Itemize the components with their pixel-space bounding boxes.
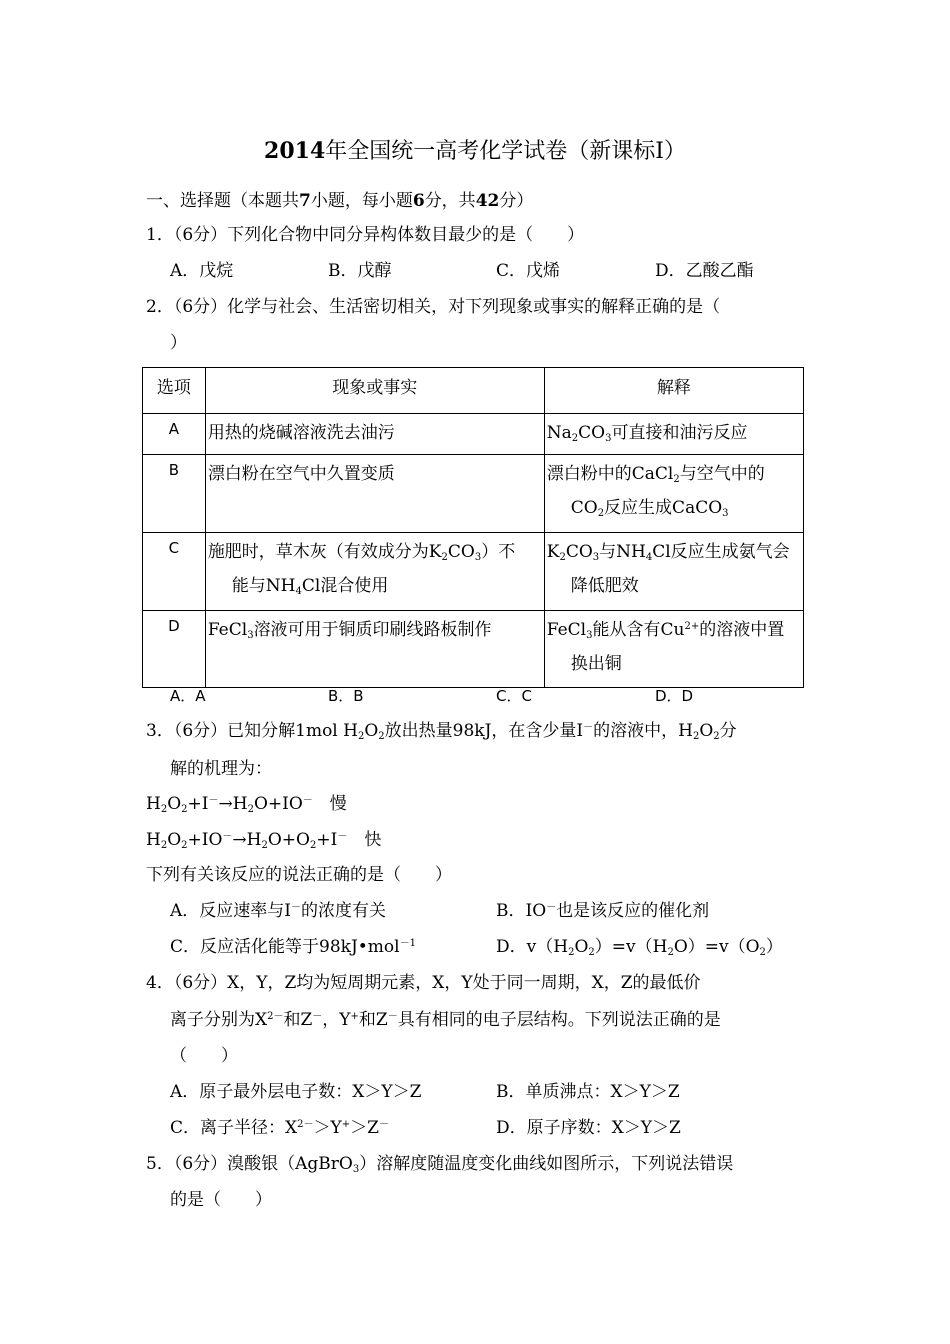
- row-option: B: [168, 461, 180, 479]
- q1-option-c: C．戊烯: [496, 261, 561, 281]
- q3-option-b: B．IO－也是该反应的催化剂: [496, 901, 710, 921]
- title-text: 年全国统一高考化学试卷（新课标Ⅰ）: [325, 139, 686, 164]
- q3-option-a: A．反应速率与I－的浓度有关: [170, 901, 386, 921]
- row-explanation-cont: $CO_2$反应生成CaCO$_3$: [570, 498, 729, 519]
- q2-option-a: A．A: [170, 687, 206, 705]
- q4-option-b: B．单质沸点：X＞Y＞Z: [496, 1082, 680, 1102]
- table-header-row: [143, 368, 804, 414]
- section-header: 一、选择题（本题共7小题，每小题6分，共42分）: [146, 191, 534, 211]
- q5-stem-line2: 的是（ ）: [170, 1190, 272, 1210]
- q2-stem-line1: 2．（6分）化学与社会、生活密切相关，对下列现象或事实的解释正确的是（: [146, 297, 721, 317]
- q3-stem-line1: 3．（6分）已知分解1mol $H_2O_2$放出热量98kJ，在含少量I－的溶液中，$H_2O_2$分: [146, 721, 737, 742]
- row-option: A: [168, 420, 180, 438]
- row-explanation: FeCl$_3$能从含有$Cu^{2+}$的溶液中置: [546, 620, 785, 641]
- q3-option-d: D．$v(H_2O_2)=v(H_2O)=v(O_2)$: [496, 937, 783, 958]
- row-fact: 漂白粉在空气中久置变质: [207, 464, 395, 484]
- row-fact: FeCl$_3$溶液可用于铜质印刷线路板制作: [207, 620, 492, 641]
- q3-ask: 下列有关该反应的说法正确的是（ ）: [146, 865, 452, 885]
- header-fact: 现象或事实: [205, 368, 544, 414]
- row-explanation-cont: 降低肥效: [570, 576, 639, 596]
- table-row: [143, 455, 804, 533]
- q5-stem-line1: 5．（6分）溴酸银（AgBrO$_3$）溶解度随温度变化曲线如图所示，下列说法错误: [146, 1154, 734, 1175]
- row-fact: 用热的烧碱溶液洗去油污: [207, 423, 395, 443]
- row-explanation-cont: 换出铜: [570, 654, 622, 674]
- title-year: 2014: [264, 138, 326, 164]
- q2-table: [142, 367, 804, 688]
- q4-option-c: C．离子半径：$X^{2-}>Y^+>Z^-$: [170, 1118, 389, 1138]
- row-explanation: 漂白粉中的CaCl$_2$与空气中的: [546, 464, 765, 485]
- q3-stem-line2: 解的机理为：: [170, 759, 272, 779]
- header-option: 选项: [143, 368, 206, 414]
- row-fact: 施肥时，草木灰（有效成分为$K_2CO_3$）不: [207, 542, 516, 563]
- q4-option-d: D．原子序数：X＞Y＞Z: [496, 1118, 681, 1138]
- row-fact-cont: 能与$NH_4Cl$混合使用: [231, 576, 389, 597]
- header-explanation: 解释: [544, 368, 803, 414]
- q2-option-b: B．B: [328, 687, 364, 705]
- row-option: D: [168, 617, 180, 635]
- q2-stem-line2: ）: [170, 333, 187, 353]
- q4-stem-line1: 4．（6分）X，Y，Z均为短周期元素，X，Y处于同一周期，X，Z的最低价: [146, 973, 701, 993]
- row-option: C: [168, 539, 180, 557]
- q2-option-d: D．D: [655, 687, 694, 705]
- row-explanation: $K_2CO_3$与$NH_4Cl$反应生成氨气会: [546, 542, 790, 563]
- table-row: [143, 611, 804, 688]
- table-row: [143, 533, 804, 611]
- q3-reaction-2: $H_2O_2+IO^-\to H_2O+O_2+I^-$ 快: [146, 830, 382, 851]
- q4-stem-line2: 离子分别为$X^{2-}$和Z－，Y+和Z－具有相同的电子层结构。下列说法正确的是: [170, 1010, 721, 1030]
- q4-option-a: A．原子最外层电子数：X＞Y＞Z: [170, 1082, 422, 1102]
- q1-option-b: B．戊醇: [328, 261, 392, 281]
- q2-option-c: C．C: [496, 687, 532, 705]
- q4-stem-line3: （ ）: [170, 1046, 238, 1066]
- q1-option-a: A．戊烷: [170, 261, 234, 281]
- table-row: [143, 414, 804, 455]
- q1-stem: 1．（6分）下列化合物中同分异构体数目最少的是（ ）: [146, 225, 585, 245]
- q1-option-d: D．乙酸乙酯: [655, 261, 754, 281]
- page-title: [0, 136, 950, 167]
- q3-reaction-1: $H_2O_2+I^-\to H_2O+IO^-$ 慢: [146, 794, 347, 815]
- row-explanation: $Na_2CO_3$可直接和油污反应: [546, 423, 748, 444]
- q3-option-c: C．反应活化能等于98kJ•mol$^{-1}$: [170, 937, 416, 957]
